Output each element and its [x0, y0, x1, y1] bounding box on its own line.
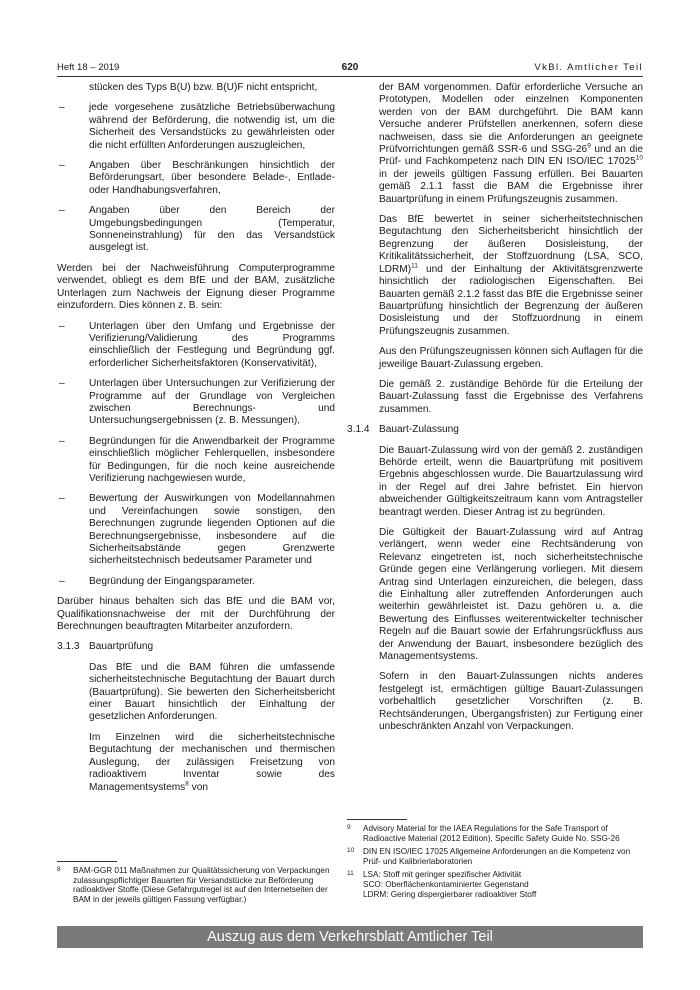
list-item: – Bewertung der Auswirkungen von Modellannahmen und Vereinfachungen sowie sonstigen, den Berechnungen zugrunde liegenden Optionen auf die Berechnungsergebnisse, insbesondere auf die Sicherheitsabstände gegen Grenzwerte sicherheitstechnisch bedeutsamer Parameter und — [89, 493, 335, 567]
paragraph — [347, 82, 643, 206]
paragraph — [57, 732, 335, 794]
paragraph: Aus den Prüfungszeugnissen können sich Auflagen für die jeweilige Bauart-Zulassung ergeben. — [379, 346, 643, 370]
footnotes-left — [57, 866, 335, 908]
list-item: – Begründungen für die Anwendbarkeit der Programme einschließlich möglicher Fehlerquellen, insbesondere für Bedingungen, für die noch keine ausreichende Verifizierung nachgewiesen wurde, — [89, 436, 335, 486]
paragraph: Die Bauart-Zulassung wird von der gemäß 2. zuständigen Behörde erteilt, wenn die Bauartprüfung mit positivem Ergebnis abgeschlossen wurde. Die Bauartzulassung wird in der Regel auf drei Jahre befristet. Ein hiervon abweichender Gültigkeitszeitraum kann vom Antragsteller beantragt werden. Dieser Antrag ist zu begründen. — [379, 444, 643, 518]
publication-title: VkBl. Amtlicher Teil — [534, 62, 643, 73]
section-title: Bauart-Zulassung — [379, 424, 459, 436]
footnote-rule — [57, 861, 117, 862]
section-heading-313 — [57, 641, 335, 653]
footnote-text: Advisory Material for the IAEA Regulations for the Safe Transport of Radioactive Material (2012 Edition), Specific Safety Guide No. SSG-26 — [363, 824, 620, 843]
paragraph-text: und an die Prüf- und Fachkompetenz nach DIN EN ISO/IEC 17025 — [379, 144, 643, 168]
right-column — [347, 82, 643, 742]
section-title: Bauartprüfung — [89, 641, 154, 653]
paragraph: stücken des Typs B(U) bzw. B(U)F nicht entspricht, — [89, 82, 318, 93]
footnote-ref: 8 — [185, 780, 189, 788]
paragraph-text: und der Einhaltung der Aktivitätsgrenzwerte hinsichtlich der radiologischen Eigenschaften. Bei Bauarten gemäß 2.1.2 fasst das BfE die Ergebnisse seiner Bauartprüfung hinsichtlich der Begrenzung der äußeren Dosisleistung und der Stoffzuordnung in einem Prüfungszeugnis zusammen. — [379, 263, 643, 337]
footer-banner: Auszug aus dem Verkehrsblatt Amtlicher Teil — [57, 926, 643, 948]
list-item: – Unterlagen über Untersuchungen zur Verifizierung der Programme auf der Grundlage von Vergleichen zwischen Berechnungs- und Untersuchungsergebnissen (z. B. Messungen), — [89, 378, 335, 428]
footnote-number: 9 — [347, 824, 351, 831]
footnote-ref: 10 — [635, 155, 643, 163]
paragraph-text: Das BfE bewertet in seiner sicherheitstechnischen Begutachtung den Sicherheitsbericht hinsichtlich der Begrenzung der äußeren Dosisleistung, der Kritikalitätssicherheit, der Stoffzuordnung (LSA, SCO, LDRM) — [379, 214, 643, 275]
page-header — [57, 62, 643, 76]
paragraph: Die Gültigkeit der Bauart-Zulassung wird auf Antrag verlängert, wenn weder eine Rechtsänderung von Relevanz eingetreten ist, noch sicherheitstechnische Gründe gegen eine Verlängerung vorliegen. Mit diesem Antrag sind Unterlagen einzureichen, die belegen, dass die Einhaltung aller zutreffenden Anforderungen auch weiterhin gewährleistet ist. Dazu gehören u. a. die Bewertung des Einflusses weiterentwickelter technischer Regeln auf die Bauart sowie der Erfahrungsrückfluss aus der Anwendung der Bauart, insbesondere bezüglich des Managementsystems. — [379, 527, 643, 663]
section-number: 3.1.4 — [347, 424, 370, 436]
header-rule — [57, 76, 643, 77]
footnote-text: BAM-GGR 011 Maßnahmen zur Qualitätssicherung von Verpackungen zulassungspflichtiger Bauarten für Versandstücke zur Beförderung radioaktiver Stoffe (Diese Gefahrgutregel ist auf den Internetseiten der BAM in der jeweils gültigen Fassung verfügbar.) — [73, 866, 330, 904]
section-heading-314 — [347, 424, 643, 436]
documents-list — [57, 321, 335, 589]
paragraph-text: von — [188, 781, 208, 793]
footnote-rule — [347, 819, 407, 820]
list-item: – Unterlagen über den Umfang und Ergebnisse der Verifizierung/Validierung des Programms einschließlich der Festlegung und Begründung ggf. erforderlicher Sicherheitsfaktoren (Konservativität), — [89, 321, 335, 371]
list-item: – jede vorgesehene zusätzliche Betriebsüberwachung während der Beförderung, die notwendig ist, um die Sicherheit des Versandstücks zu gewährleisten oder die nicht erfüllten Anforderungen auszugleichen, — [89, 102, 335, 152]
footnotes-right — [347, 824, 643, 903]
footnote — [57, 866, 335, 904]
footnote-text: LSA: Stoff mit geringer spezifischer Aktivität — [363, 870, 522, 880]
list-item: – Begründung der Eingangsparameter. — [89, 576, 335, 588]
footnote-ref: 9 — [587, 142, 591, 150]
paragraph: Darüber hinaus behalten sich das BfE und die BAM vor, Qualifikationsnachweise der mit der Durchführung der Berechnungen beauftragten Mitarbeiter anzufordern. — [57, 596, 335, 633]
requirements-list — [57, 102, 335, 254]
footnote — [347, 870, 643, 899]
footnote — [347, 847, 643, 866]
paragraph: Das BfE und die BAM führen die umfassende sicherheitstechnische Begutachtung der Bauart durch (Bauartprüfung). Sie bewerten den Sicherheitsbericht einer Bauart hinsichtlich der Einhaltung der gesetzlichen Anforderungen. — [89, 661, 335, 723]
footnote-text: DIN EN ISO/IEC 17025 Allgemeine Anforderungen an die Kompetenz von Prüf- und Kalibrierlaboratorien — [363, 847, 631, 866]
footnote-text: SCO: Oberflächenkontaminierter Gegenstand — [363, 879, 529, 889]
list-item: – Angaben über den Bereich der Umgebungsbedingungen (Temperatur, Sonneneinstrahlung) für den das Versandstück ausgelegt ist. — [89, 205, 335, 255]
footnote-ref: 11 — [411, 262, 418, 270]
footnote — [347, 824, 643, 843]
list-item: – Angaben über Beschränkungen hinsichtlich der Beförderungsart, über besondere Belade-, Entlade- oder Handhabungsverfahren, — [89, 160, 335, 197]
footnote-number: 10 — [347, 847, 355, 855]
paragraph-text: der BAM vorgenommen. Dafür erforderliche Versuche an Prototypen, Modellen oder einzelnen Komponenten werden von der BAM durchgeführt. Die BAM kann Versuche anderer Prüfstellen anerkennen, sofern diese nachweisen, dass sie die Anforderungen an geeignete Prüfvorrichtungen gemäß SSR-6 und SSG-26 — [379, 82, 643, 156]
paragraph: Sofern in den Bauart-Zulassungen nichts anderes festgelegt ist, ermächtigen gültige Bauart-Zulassungen vorbehaltlich gesetzlicher Vorschriften (z. B. Rechtsänderungen, Übergangsfristen) zur Fertigung einer unbeschränkten Anzahl von Verpackungen. — [379, 671, 643, 733]
paragraph — [347, 214, 643, 338]
paragraph: Die gemäß 2. zuständige Behörde für die Erteilung der Bauart-Zulassung fasst die Ergebnisse des Verfahrens zusammen. — [379, 378, 643, 415]
left-column — [57, 82, 335, 802]
footnote-text: LDRM: Gering dispergierbarer radioaktiver Stoff — [363, 889, 537, 899]
paragraph-text: Im Einzelnen wird die sicherheitstechnische Begutachtung der mechanischen und thermischen Auslegung, der zulässigen Freisetzung von radioaktivem Inventar sowie des Managementsystems — [89, 731, 335, 793]
section-number: 3.1.3 — [57, 641, 80, 653]
footnote-number: 11 — [347, 870, 354, 878]
page-number: 620 — [341, 62, 359, 73]
paragraph: Werden bei der Nachweisführung Computerprogramme verwendet, obliegt es dem BfE und der BAM, zusätzliche Unterlagen zum Nachweis der Eignung dieser Programme einzufordern. Dies können z. B. sein: — [57, 262, 335, 312]
paragraph-text: in der jeweils gültigen Fassung erfüllen. Bei Bauarten gemäß 2.1.1 fasst die BAM die Ergebnisse ihrer Bauartprüfung in einem Prüfungszeugnis zusammen. — [379, 168, 643, 205]
footnote-number: 8 — [57, 866, 61, 873]
issue-label: Heft 18 – 2019 — [57, 62, 120, 73]
